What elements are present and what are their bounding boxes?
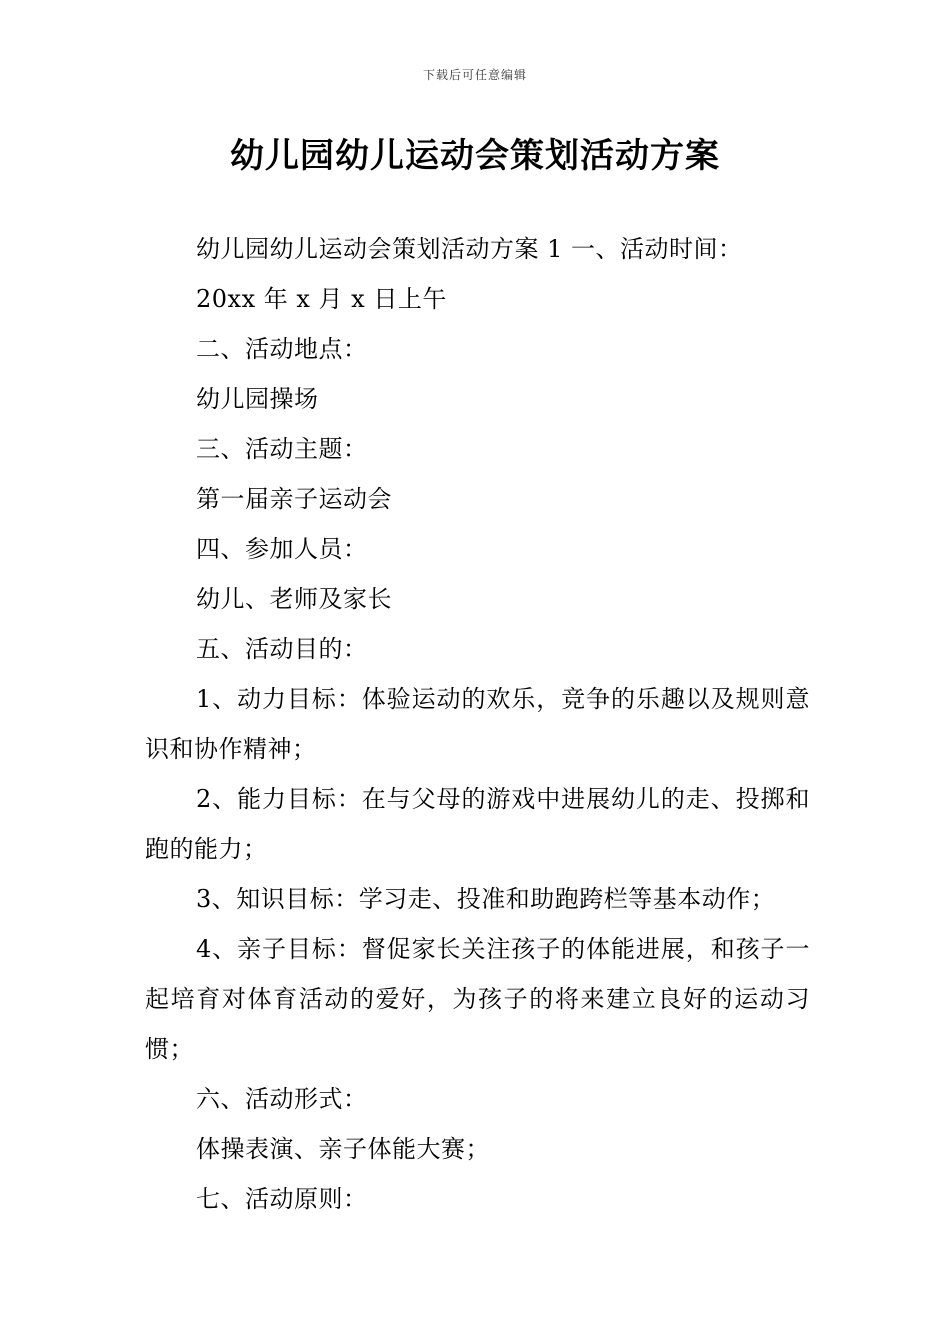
paragraph-goal-parent-child: 4、亲子目标：督促家长关注孩子的体能进展，和孩子一起培育对体育活动的爱好，为孩子的将来建立良好的运动习惯； bbox=[145, 935, 810, 1063]
paragraph-format-heading: 六、活动形式： bbox=[196, 1085, 368, 1113]
paragraph-time-value: 20xx 年 x 月 x 日上午 bbox=[196, 285, 447, 313]
paragraph-location-heading: 二、活动地点： bbox=[196, 335, 368, 363]
paragraph-goal-knowledge: 3、知识目标：学习走、投准和助跑跨栏等基本动作； bbox=[196, 885, 776, 913]
document-body bbox=[145, 224, 810, 1224]
paragraph-goals-heading: 五、活动目的： bbox=[196, 635, 368, 663]
header-note: 下载后可任意编辑 bbox=[422, 68, 527, 82]
document-title: 幼儿园幼儿运动会策划活动方案 bbox=[230, 136, 720, 176]
paragraph-principles-heading: 七、活动原则： bbox=[196, 1185, 368, 1213]
paragraph-format-value: 体操表演、亲子体能大赛； bbox=[196, 1135, 490, 1163]
paragraph-theme-heading: 三、活动主题： bbox=[196, 435, 368, 463]
paragraph-participants-heading: 四、参加人员： bbox=[196, 535, 368, 563]
paragraph-location-value: 幼儿园操场 bbox=[196, 385, 319, 413]
paragraph-goal-motivation: 1、动力目标：体验运动的欢乐，竞争的乐趣以及规则意识和协作精神； bbox=[145, 685, 810, 763]
paragraph-theme-value: 第一届亲子运动会 bbox=[196, 485, 392, 513]
paragraph-goal-ability: 2、能力目标：在与父母的游戏中进展幼儿的走、投掷和跑的能力； bbox=[145, 785, 810, 863]
paragraph-intro-time-heading: 幼儿园幼儿运动会策划活动方案 1 一、活动时间： bbox=[196, 235, 743, 263]
paragraph-participants-value: 幼儿、老师及家长 bbox=[196, 585, 392, 613]
